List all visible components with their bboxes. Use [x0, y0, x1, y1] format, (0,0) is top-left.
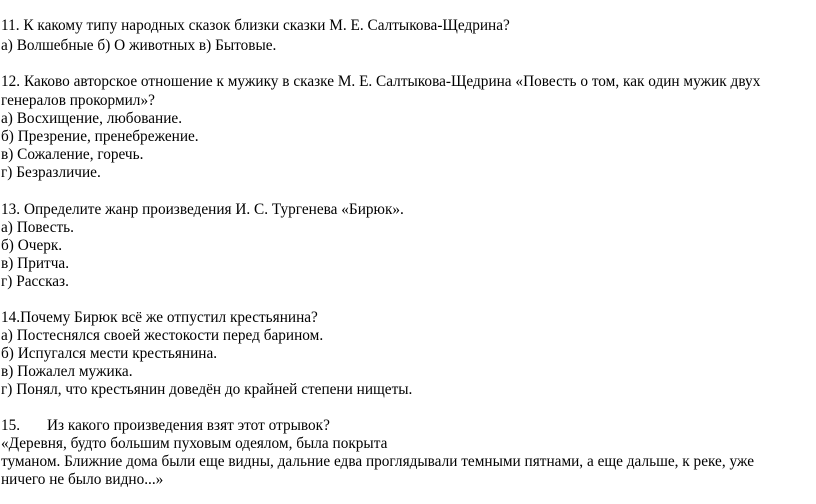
question-11-text: 11. К какому типу народных сказок близки сказки М. Е. Салтыкова-Щедрина? — [1, 17, 510, 34]
question-11-options: а) Волшебные б) О животных в) Бытовые. — [1, 37, 277, 54]
question-15-text: Из какого произведения взят этот отрывок? — [47, 417, 330, 434]
question-14-option-b: б) Испугался мести крестьянина. — [1, 345, 218, 362]
question-14-text: 14.Почему Бирюк всё же отпустил крестьянина? — [1, 309, 318, 326]
question-15-number: 15. — [1, 417, 21, 434]
question-13-text: 13. Определите жанр произведения И. С. Тургенева «Бирюк». — [1, 201, 404, 218]
question-13-option-a: а) Повесть. — [1, 219, 74, 236]
question-13-option-c: в) Притча. — [1, 255, 70, 272]
question-14-option-c: в) Пожалел мужика. — [1, 363, 133, 380]
question-15-excerpt-line-3: ничего не было видно...» — [1, 471, 164, 488]
question-15-excerpt-line-2: туманом. Ближние дома были еще видны, дальние едва проглядывали темными пятнами, а еще дальше, к реке, уже — [1, 453, 755, 470]
question-13-option-b: б) Очерк. — [1, 237, 63, 254]
question-12-option-b: б) Презрение, пренебрежение. — [1, 128, 199, 145]
question-12-option-a: а) Восхищение, любование. — [1, 110, 183, 127]
question-12-option-d: г) Безразличие. — [1, 164, 101, 181]
question-15-excerpt-line-1: «Деревня, будто большим пуховым одеялом, была покрыта — [1, 435, 388, 452]
question-14-option-a: а) Постеснялся своей жестокости перед барином. — [1, 327, 324, 344]
question-14-option-d: г) Понял, что крестьянин доведён до крайней степени нищеты. — [1, 381, 413, 398]
question-15-text-row — [1, 417, 330, 435]
question-12-option-c: в) Сожаление, горечь. — [1, 146, 144, 163]
question-13-option-d: г) Рассказ. — [1, 273, 69, 290]
question-12-text-line-2: генералов прокормил»? — [1, 92, 155, 109]
question-12-text-line-1: 12. Каково авторское отношение к мужику в сказке М. Е. Салтыкова-Щедрина «Повесть о том, как один мужик двух — [1, 73, 761, 90]
